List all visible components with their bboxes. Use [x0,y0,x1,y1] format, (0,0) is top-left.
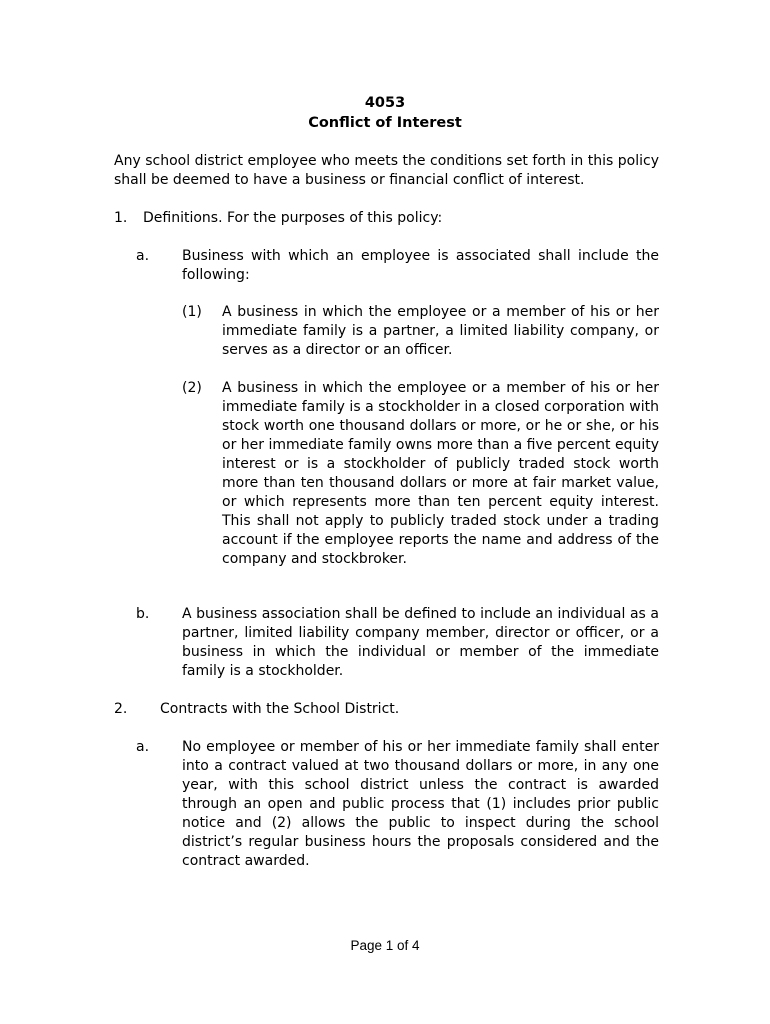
page-footer: Page 1 of 4 [350,938,420,953]
intro-paragraph: Any school district employee who meets the conditions set forth in this policy shall be deemed to have a business or financial conflict of interest. [114,153,659,188]
item-label: a. [136,739,150,755]
section-number: 2. [114,701,128,717]
policy-number: 4053 [364,95,406,111]
page-title: Conflict of Interest [308,115,462,131]
item-label: b. [136,606,150,622]
item-text: A business association shall be defined to include an individual as a partner, limited liability company member, director or officer, or a business in which the individual or member of the immediate family is a stockholder. [182,606,659,679]
subitem-label: (1) [182,304,202,320]
item-text: Business with which an employee is associated shall include the following: [182,248,659,283]
subitem-text: A business in which the employee or a member of his or her immediate family is a partner, a limited liability company, or serves as a director or an officer. [222,304,659,358]
section-number: 1. [114,210,128,226]
subitem-text: A business in which the employee or a member of his or her immediate family is a stockholder in a closed corporation with stock worth one thousand dollars or more, or he or she, or his or her immediate family owns more than a five percent equity interest or is a stockholder of publicly traded stock worth more than ten thousand dollars or more at fair market value, or which represents more than ten percent equity interest. This shall not apply to publicly traded stock under a trading account if the employee reports the name and address of the company and stockbroker. [222,380,659,567]
section-heading: Definitions. For the purposes of this policy: [143,210,443,226]
section-heading: Contracts with the School District. [160,701,400,717]
subitem-label: (2) [182,380,202,396]
item-label: a. [136,248,150,264]
item-text: No employee or member of his or her immediate family shall enter into a contract valued at two thousand dollars or more, in any one year, with this school district unless the contract is awarded through an open and public process that (1) includes prior public notice and (2) allows the public to inspect during the school district’s regular business hours the proposals considered and the contract awarded. [182,739,659,869]
